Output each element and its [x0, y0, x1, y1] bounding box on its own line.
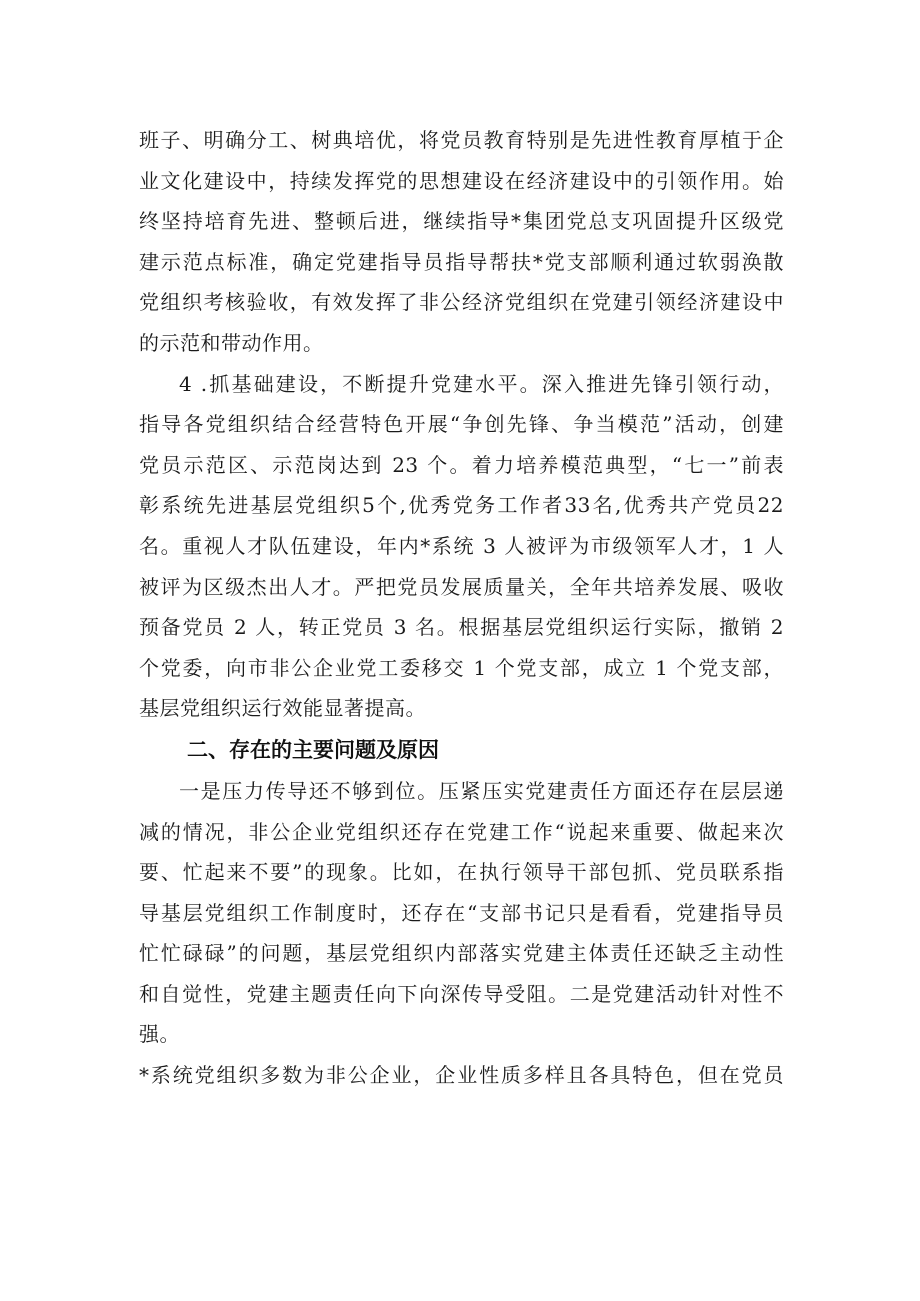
text-line: 强。	[139, 1022, 180, 1047]
paragraph-2	[139, 364, 784, 729]
text-line: 业文化建设中，持续发挥党的思想建设在经济建设中的引领作用。始	[139, 168, 784, 193]
document-body	[139, 120, 784, 1096]
text-line: 一是压力传导还不够到位。压紧压实党建责任方面还存在层层递	[179, 778, 784, 803]
text-line: 减的情况，非公企业党组织还存在党建工作“说起来重要、做起来次	[139, 819, 784, 844]
text-line: 彰系统先进基层党组织5个,优秀党务工作者33名,优秀共产党员22	[139, 493, 784, 518]
text-line: 的示范和带动作用。	[139, 330, 324, 355]
text-line: 忙忙碌碌”的问题，基层党组织内部落实党建主体责任还缺乏主动性	[139, 941, 784, 966]
text-line: 指导各党组织结合经营特色开展“争创先锋、争当模范”活动，创建	[139, 412, 784, 437]
text-line: 4 .抓基础建设，不断提升党建水平。深入推进先锋引领行动，	[179, 371, 784, 396]
text-line: 预备党员 2 人，转正党员 3 名。根据基层党组织运行实际，撤销 2	[139, 615, 784, 640]
text-line: 名。重视人才队伍建设，年内*系统 3 人被评为市级领军人才，1 人	[139, 533, 784, 558]
paragraph-3	[139, 771, 784, 1055]
section-heading: 二、存在的主要问题及原因	[187, 737, 439, 762]
text-line: 被评为区级杰出人才。严把党员发展质量关，全年共培养发展、吸收	[139, 574, 784, 599]
text-line: *系统党组织多数为非公企业，企业性质多样且各具特色，但在党员	[139, 1063, 784, 1088]
paragraph-1	[139, 120, 784, 364]
text-line: 基层党组织运行效能显著提高。	[139, 696, 426, 721]
text-line: 党组织考核验收，有效发挥了非公经济党组织在党建引领经济建设中	[139, 290, 784, 315]
paragraph-4	[139, 1055, 784, 1096]
text-line: 党员示范区、示范岗达到 23 个。着力培养模范典型，“七一”前表	[139, 452, 784, 477]
text-line: 建示范点标准，确定党建指导员指导帮扶*党支部顺利通过软弱涣散	[139, 249, 784, 274]
text-line: 要、忙起来不要”的现象。比如，在执行领导干部包抓、党员联系指	[139, 860, 784, 885]
text-line: 和自觉性，党建主题责任向下向深传导受阻。二是党建活动针对性不	[139, 981, 784, 1006]
text-line: 班子、明确分工、树典培优，将党员教育特别是先进性教育厚植于企	[139, 128, 784, 152]
text-line: 导基层党组织工作制度时，还存在“支部书记只是看看，党建指导员	[139, 900, 784, 925]
text-line: 终坚持培育先进、整顿后进，继续指导*集团党总支巩固提升区级党	[139, 209, 784, 234]
text-line: 个党委，向市非公企业党工委移交 1 个党支部，成立 1 个党支部，	[139, 655, 784, 680]
